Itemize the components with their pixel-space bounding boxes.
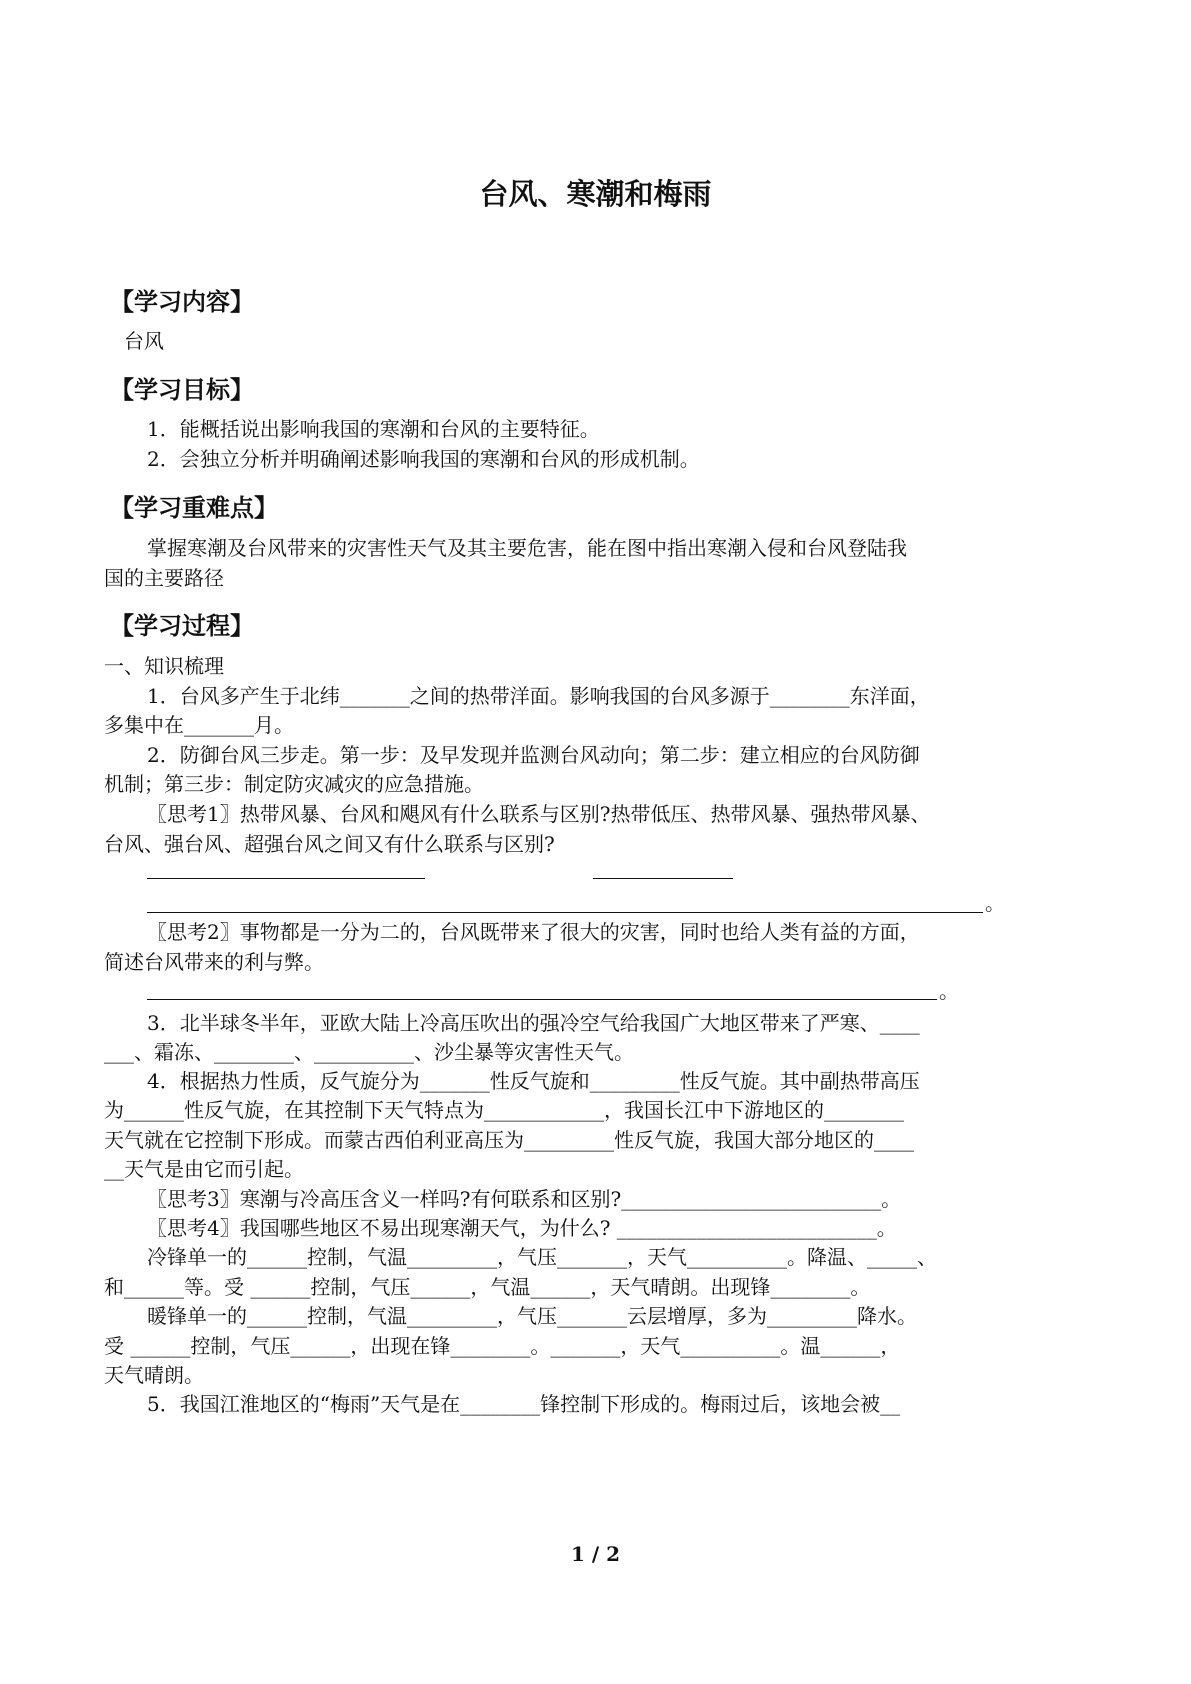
body-line: __天气是由它而引起。 <box>104 1157 304 1181</box>
heading-learning-content: 【学习内容】 <box>110 288 254 316</box>
body-line: 〖思考4〗我国哪些地区不易出现寒潮天气，为什么? __________________________。 <box>147 1216 897 1240</box>
body-line: 多集中在_______月。 <box>104 713 294 737</box>
learning-content-text: 台风 <box>124 329 164 353</box>
body-line: 为______性反气旋，在其控制下天气特点为____________，我国长江中下游地区的________ <box>104 1098 904 1122</box>
body-line: 4．根据热力性质，反气旋分为_______性反气旋和_________性反气旋。其中副热带高压 <box>147 1069 920 1093</box>
body-line: 简述台风带来的利与弊。 <box>104 950 324 974</box>
heading-learning-process: 【学习过程】 <box>110 612 254 640</box>
page-number: 1 / 2 <box>570 1542 621 1566</box>
body-line: 〖思考1〗热带风暴、台风和飓风有什么联系与区别?热带低压、热带风暴、强热带风暴、 <box>147 802 931 826</box>
body-line: 。 <box>939 979 959 1003</box>
body-line: 2．防御台风三步走。第一步：及早发现并监测台风动向；第二步：建立相应的台风防御 <box>147 743 920 767</box>
body-line: 受 ______控制，气压______，出现在锋________。_______，天气__________。温______， <box>104 1334 901 1358</box>
goal-1: 1．能概括说出影响我国的寒潮和台风的主要特征。 <box>147 417 600 441</box>
body-line: 和______等。受 ______控制，气压______，气温______，天气晴朗。出现锋________。 <box>104 1275 871 1299</box>
body-line: 〖思考3〗寒潮与冷高压含义一样吗?有何联系和区别?__________________________。 <box>147 1187 902 1211</box>
body-line: 天气就在它控制下形成。而蒙古西伯利亚高压为_________性反气旋，我国大部分地区的____ <box>104 1128 914 1152</box>
goal-2: 2．会独立分析并明确阐述影响我国的寒潮和台风的形成机制。 <box>147 447 700 471</box>
body-line: ___、霜冻、________、__________、沙尘暴等灾害性天气。 <box>104 1040 634 1064</box>
heading-key-points: 【学习重难点】 <box>110 494 278 522</box>
body-line: 。 <box>985 891 1005 915</box>
body-line: 冷锋单一的______控制，气温_________，气压_______，天气__________。降温、_____、 <box>147 1245 937 1269</box>
answer-line <box>593 878 733 879</box>
body-line: 暖锋单一的______控制，气温_________，气压_______云层增厚，多为_________降水。 <box>147 1304 917 1328</box>
page-title: 台风、寒潮和梅雨 <box>479 177 712 211</box>
answer-line <box>147 878 425 879</box>
heading-learning-goals: 【学习目标】 <box>110 376 254 404</box>
key-points-line-2: 国的主要路径 <box>104 566 224 590</box>
body-line: 1．台风多产生于北纬_______之间的热带洋面。影响我国的台风多源于________东洋面， <box>147 684 930 708</box>
body-line: 5．我国江淮地区的“梅雨”天气是在________锋控制下形成的。梅雨过后，该地会被__ <box>147 1392 901 1416</box>
body-line: 一、知识梳理 <box>104 654 224 678</box>
answer-line <box>147 999 937 1000</box>
body-line: 机制；第三步：制定防灾减灾的应急措施。 <box>104 772 484 796</box>
answer-line <box>147 912 983 913</box>
body-line: 天气晴朗。 <box>104 1363 204 1387</box>
key-points-line-1: 掌握寒潮及台风带来的灾害性天气及其主要危害，能在图中指出寒潮入侵和台风登陆我 <box>147 536 907 560</box>
body-line: 3．北半球冬半年，亚欧大陆上冷高压吹出的强冷空气给我国广大地区带来了严寒、____ <box>147 1011 920 1035</box>
body-line: 〖思考2〗事物都是一分为二的，台风既带来了很大的灾害，同时也给人类有益的方面， <box>147 920 920 944</box>
body-line: 台风、强台风、超强台风之间又有什么联系与区别? <box>104 832 555 856</box>
